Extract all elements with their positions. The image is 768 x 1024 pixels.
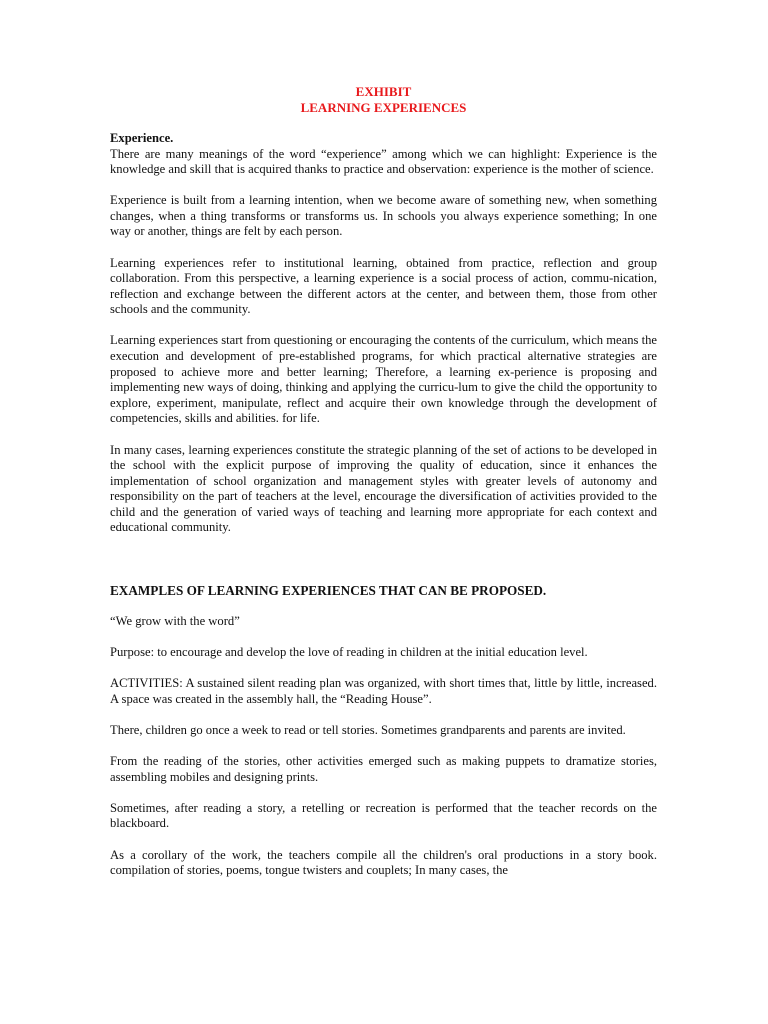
title-line-1: EXHIBIT xyxy=(355,84,412,99)
document-page xyxy=(110,84,657,879)
examples-heading: EXAMPLES OF LEARNING EXPERIENCES THAT CAN BE PROPOSED. xyxy=(110,583,547,599)
paragraph-built: Experience is built from a learning intention, when we become aware of something new, when something changes, when a thing transforms or transforms us. In schools you always experience something; In one way or another, things are felt by each person. xyxy=(110,193,657,239)
example-purpose: Purpose: to encourage and develop the love of reading in children at the initial education level. xyxy=(110,645,588,660)
paragraph-institutional: Learning experiences refer to institutional learning, obtained from practice, reflection and group collaboration. From this perspective, a learning experience is a social process of action, commu-nication, reflection and exchange between the different actors at the center, and between them, those from other schools and the community. xyxy=(110,255,657,317)
example-title: “We grow with the word” xyxy=(110,614,240,629)
title-line-2: LEARNING EXPERIENCES xyxy=(300,100,467,115)
example-there: There, children go once a week to read or tell stories. Sometimes grandparents and parents are invited. xyxy=(110,723,626,738)
paragraph-questioning: Learning experiences start from questioning or encouraging the contents of the curriculum, which means the execution and development of pre-established programs, for which practical alternative strategies are proposed to achieve more and better learning; Therefore, a learning ex-perience is proposing and implementing new ways of doing, thinking and applying the curricu-lum to give the child the opportunity to explore, experiment, manipulate, reflect and acquire their own knowledge through the development of competencies, skills and abilities. for life. xyxy=(110,333,657,426)
example-sometimes: Sometimes, after reading a story, a retelling or recreation is performed that the teacher records on the blackboard. xyxy=(110,800,657,831)
intro-heading: Experience. xyxy=(110,131,174,145)
paragraph-strategic: In many cases, learning experiences constitute the strategic planning of the set of actions to be developed in the school with the explicit purpose of improving the quality of education, since it enhances the implementation of school organization and management styles with greater levels of autonomy and responsibility on the part of teachers at the level, encourage the diversification of activities provided to the child and the generation of varied ways of teaching and learning more appropriate for each context and educational community. xyxy=(110,442,657,535)
example-activities: ACTIVITIES: A sustained silent reading plan was organized, with short times that, little by little, increased. A space was created in the assembly hall, the “Reading House”. xyxy=(110,676,657,706)
paragraph-meanings: There are many meanings of the word “experience” among which we can highlight: Experience is the knowledge and skill that is acquired thanks to practice and observation: experience is the mother of science. xyxy=(110,146,657,177)
example-from: From the reading of the stories, other activities emerged such as making puppets to dramatize stories, assembling mobiles and designing prints. xyxy=(110,754,657,784)
example-corollary: As a corollary of the work, the teachers compile all the children's oral productions in a story book. compilation of stories, poems, tongue twisters and couplets; In many cases, the xyxy=(110,847,657,878)
